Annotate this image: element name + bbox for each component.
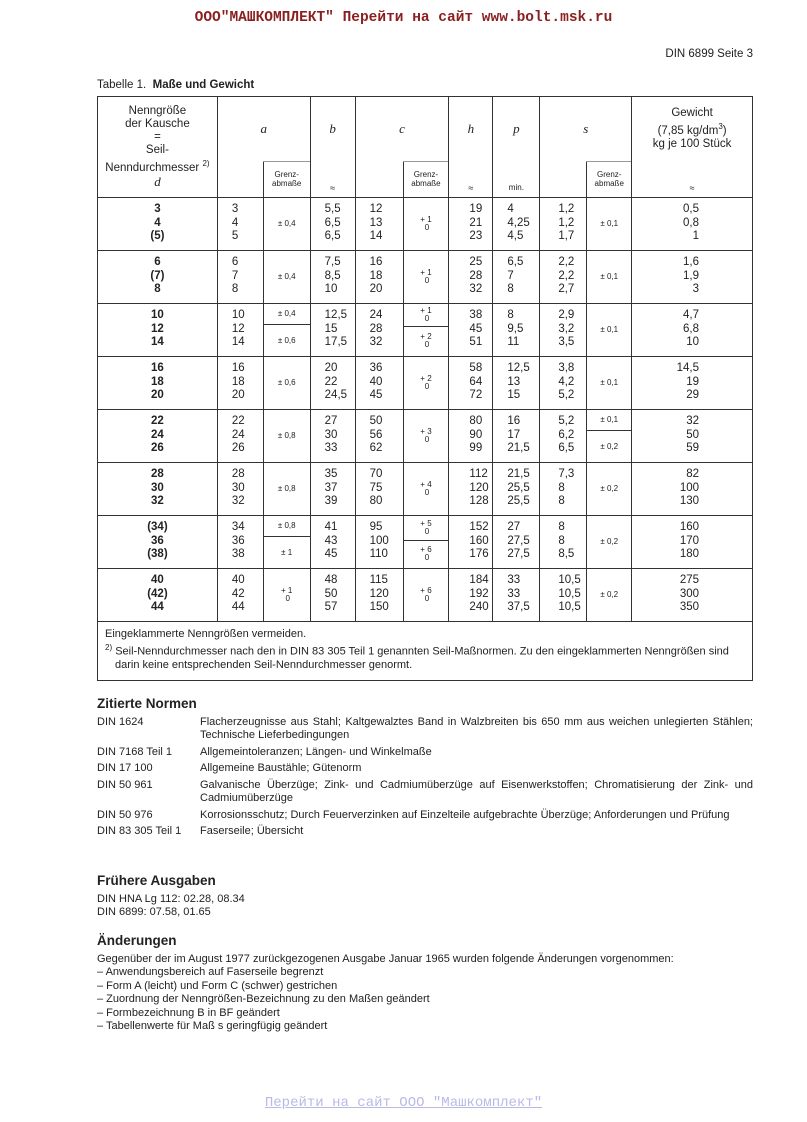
doc-page-header: DIN 6899 Seite 3 (665, 48, 753, 60)
header-g-approx: ≈ (632, 162, 753, 198)
changes-intro: Gegenüber der im August 1977 zurückgezogenen Ausgabe Januar 1965 wurden folgende Änderungen vorgenommen: (97, 952, 674, 965)
header-c: c (355, 97, 449, 162)
changes-list (97, 966, 753, 1034)
table-caption (97, 79, 254, 91)
header-b: b (310, 97, 355, 162)
table-row-group: 6 (7) 8 6 7 8 ± 0,4 7,5 8,5 10 16 18 20 + 1 0 25 28 32 6,5 7 8 2,2 2,2 2,7 ± 0,1 1,6 1,9 3 (98, 250, 753, 303)
previous-editions-title: Frühere Ausgaben (97, 873, 216, 888)
change-item: – Form A (leicht) und Form C (schwer) gestrichen (97, 979, 338, 992)
cited-standards-section (97, 697, 753, 839)
previous-edition-line: DIN HNA Lg 112: 02.28, 08.34 (97, 892, 245, 905)
header-h-approx: ≈ (449, 162, 493, 198)
previous-edition-line: DIN 6899: 07.58, 01.65 (97, 906, 211, 918)
table-notes (98, 621, 753, 680)
change-item: – Formbezeichnung B in BF geändert (97, 1006, 280, 1019)
changes-title: Änderungen (97, 933, 177, 948)
cited-standard-item: DIN 7168 Teil 1 Allgemeintoleranzen; Längen- und Winkelmaße (97, 745, 432, 758)
cited-standard-item: DIN 1624 Flacherzeugnisse aus Stahl; Kaltgewalztes Band in Walzbreiten bis 650 mm aus weichen unlegierten Stählen; Technische Lieferbedingungen (97, 715, 753, 741)
cited-standard-item: DIN 17 100 Allgemeine Baustähle; Gütenorm (97, 762, 362, 774)
header-gewicht: Gewicht (7,85 $kg/dm^3$) kg je 100 Stück (632, 97, 753, 162)
table-row-group: 3 4 (5) 3 4 5 ± 0,4 5,5 6,5 6,5 12 13 14 + 1 0 19 21 23 4 4,25 4,5 1,2 1,2 1,7 ± 0,1 0,5 0,8 1 (98, 197, 753, 250)
cited-standard-item: DIN 50 976 Korrosionsschutz; Durch Feuerverzinken auf Einzelteile aufgebrachte Überzüge; Anforderungen und Prüfung (97, 808, 730, 821)
site-link[interactable]: Перейти на сайт ООО "Машкомплект" (264, 1095, 543, 1111)
note-brackets: Eingeklammerte Nenngrößen vermeiden. (105, 627, 307, 640)
table-row-group: 22 24 26 22 24 26 ± 0,8 27 30 33 50 56 62 + 3 0 80 90 99 16 17 21,5 5,2 6,2 6,5 ± 0,1 ± 0,2 32 50 59 (98, 409, 753, 462)
note-footnote-2: $^{2)}$ Seil-Nenndurchmesser nach den in DIN 83 305 Teil 1 genannten Seil-Maßnormen. Zu den eingeklammerten Nenngrößen sind darin keine entsprechenden Seil-Nenndurchmesser genormt. (105, 643, 729, 672)
header-s: s (540, 97, 632, 162)
cited-standards-title: Zitierte Normen (97, 696, 197, 711)
table-row-group: 16 18 20 16 18 20 ± 0,6 20 22 24,5 36 40 45 + 2 0 58 64 72 12,5 13 15 3,8 4,2 5,2 ± 0,1 14,5 19 29 (98, 356, 753, 409)
header-a-grenz: Grenz- abmaße (263, 162, 310, 198)
header-b-approx: ≈ (310, 162, 355, 198)
changes-section (97, 934, 753, 1034)
header-a: a (217, 97, 310, 162)
table-row-group: (34) 36 (38) 34 36 38 ± 0,8 ± 1 41 43 45 95 100 110 + 5 0 + 6 0 152 160 176 27 27,5 27,5 8 8 8,5 ± 0,2 160 170 180 (98, 515, 753, 568)
header-c-grenz: Grenz- abmaße (403, 162, 449, 198)
header-nenngroesse: Nenngröße der Kausche = Seil- Nenndurchmesser $^{2)}$ d (98, 97, 218, 198)
change-item: – Tabellenwerte für Maß s geringfügig geändert (97, 1020, 328, 1032)
change-item: – Anwendungsbereich auf Faserseile begrenzt (97, 966, 324, 978)
dimensions-table (97, 96, 753, 681)
caption-title: Maße und Gewicht (152, 79, 255, 91)
previous-editions-section (97, 874, 753, 920)
header-s-grenz: Grenz- abmaße (587, 162, 632, 198)
table-row-group: 28 30 32 28 30 32 ± 0,8 35 37 39 70 75 80 + 4 0 112 120 128 21,5 25,5 25,5 7,3 8 8 ± 0,2 82 100 130 (98, 462, 753, 515)
change-item: – Zuordnung der Nenngrößen-Bezeichnung zu den Maßen geändert (97, 993, 430, 1005)
header-p-min: min. (493, 162, 540, 198)
cited-standard-item: DIN 50 961 Galvanische Überzüge; Zink- und Cadmiumüberzüge auf Eisenwerkstoffen; Chromatisierung der Zink- und Cadmiumüberzüge (97, 778, 753, 804)
table-row-group: 40 (42) 44 40 42 44 + 1 0 48 50 57 115 120 150 + 6 0 184 192 240 33 33 37,5 10,5 10,5 10,5 ± 0,2 275 300 350 (98, 568, 753, 621)
cited-standard-item: DIN 83 305 Teil 1 Faserseile; Übersicht (97, 825, 304, 837)
table-row-group: 10 12 14 10 12 14 ± 0,4 ± 0,6 12,5 15 17,5 24 28 32 + 1 0 + 2 0 38 45 51 8 9,5 11 2,9 3,2 3,5 ± 0,1 4,7 6,8 10 (98, 303, 753, 356)
site-banner[interactable]: ООО"МАШКОМПЛЕКТ" Перейти на сайт www.bolt.msk.ru (194, 10, 613, 26)
header-h: h (449, 97, 493, 162)
header-p: p (493, 97, 540, 162)
caption-prefix: Tabelle 1. (97, 79, 147, 91)
